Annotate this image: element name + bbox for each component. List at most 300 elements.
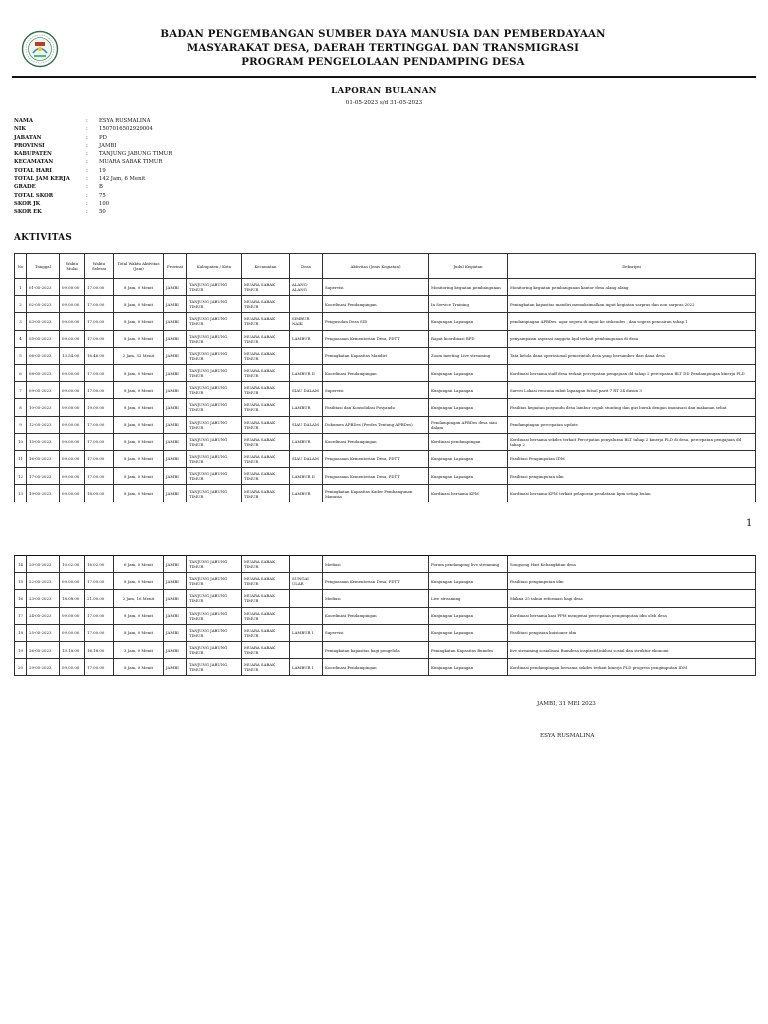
table-cell: LAMBUR xyxy=(290,330,323,347)
profile-label: NIK xyxy=(14,126,26,133)
table-cell: LAMBUR II xyxy=(290,468,323,485)
table-cell: MUARA SABAK TIMUR xyxy=(242,641,290,658)
table-cell: Peningkatan Kapasitas Kader Pembangunan Manusia xyxy=(323,485,429,502)
table-cell: Supervisi xyxy=(323,624,429,641)
table-cell: JAMBI xyxy=(164,279,187,296)
table-cell: SIAU DALAM xyxy=(290,416,323,433)
table-cell: Live streaming xyxy=(429,590,508,607)
column-header: Provinsi xyxy=(164,254,187,279)
profile-sep: : xyxy=(86,176,88,183)
table-cell: JAMBI xyxy=(164,485,187,502)
profile-sep: : xyxy=(86,209,88,216)
table-cell: Koordinasi Pendampingan xyxy=(323,364,429,381)
table-cell: 16 xyxy=(15,590,27,607)
table-cell: Koordinasi Pendampingan xyxy=(323,607,429,624)
profile-sep: : xyxy=(86,167,88,174)
table-cell: Fasilitasi pengimputan idm xyxy=(508,573,756,590)
table-cell: Supervisi xyxy=(323,279,429,296)
table-cell: Zoom meeting Live streaming xyxy=(429,347,508,364)
profile-sep: : xyxy=(86,192,88,199)
table-cell: 13.18.00 xyxy=(60,641,85,658)
profile-label: NAMA xyxy=(14,118,33,124)
table-cell: 19 xyxy=(15,641,27,658)
profile-label: TOTAL SKOR xyxy=(14,192,54,199)
table-cell: 8 Jam, 0 Menit xyxy=(114,279,164,296)
table-cell: 17.00.00 xyxy=(85,296,114,313)
profile-value: 142 Jam, 6 Menit xyxy=(99,176,146,183)
table-cell: Kordinasi bersama KPM xyxy=(429,485,508,502)
table-cell: Rapat koordinasi BPD xyxy=(429,330,508,347)
table-header-row xyxy=(15,254,756,279)
table-cell: 17.00.00 xyxy=(85,279,114,296)
column-header: Waktu Mulai xyxy=(60,254,85,279)
table-row xyxy=(15,590,756,607)
profile-sep: : xyxy=(86,200,88,207)
table-cell: MUARA SABAK TIMUR xyxy=(242,590,290,607)
table-cell: 17.00.00 xyxy=(85,416,114,433)
table-cell: Penguasaan Kementerian Desa, PDTT xyxy=(323,450,429,467)
profile-row xyxy=(14,125,172,133)
profile-label: JABATAN xyxy=(14,134,42,141)
page-number: 1 xyxy=(746,518,753,529)
table-cell: TANJUNG JABUNG TIMUR xyxy=(187,641,242,658)
profile-label: PROVINSI xyxy=(14,142,45,149)
table-cell: TANJUNG JABUNG TIMUR xyxy=(187,399,242,416)
table-row xyxy=(15,433,756,450)
table-cell: Kunjungan Lapangan xyxy=(429,659,508,676)
table-cell: Peningkatan Kapasitas Mandiri xyxy=(323,347,429,364)
table-cell: TANJUNG JABUNG TIMUR xyxy=(187,433,242,450)
table-cell: 17-05-2023 xyxy=(27,468,60,485)
table-cell: 17.00.00 xyxy=(85,573,114,590)
table-cell: LAMBUR I xyxy=(290,659,323,676)
table-cell: JAMBI xyxy=(164,607,187,624)
table-cell: live streaming sosialisasi Bumdesa inspiratif,inklusi sosial dan struktur ekonomi xyxy=(508,641,756,658)
table-cell: 09.00.00 xyxy=(60,364,85,381)
profile-sep: : xyxy=(86,126,88,133)
table-cell: 09.00.00 xyxy=(60,296,85,313)
table-cell: 6 Jam, 0 Menit xyxy=(114,556,164,573)
table-cell: 23-05-2023 xyxy=(27,590,60,607)
profile-sep: : xyxy=(86,184,88,191)
table-cell: penyampaian aspirasi anggota bpd terkait pembangunan di desa xyxy=(508,330,756,347)
table-cell: 08-05-2023 xyxy=(27,364,60,381)
table-cell: TANJUNG JABUNG TIMUR xyxy=(187,347,242,364)
table-cell xyxy=(290,590,323,607)
table-cell: Pengusulan Desa SID xyxy=(323,313,429,330)
table-cell: Monitoring kegiatan pembangunan xyxy=(429,279,508,296)
column-header: Waktu Selesai xyxy=(85,254,114,279)
table-cell: 22-05-2023 xyxy=(27,573,60,590)
table-cell: Kordinasi bersama KPM terkait pelaporan pendataan kpm setiap bulan xyxy=(508,485,756,502)
table-cell: Kunjungan Lapangan xyxy=(429,364,508,381)
table-cell: 17 xyxy=(15,607,27,624)
profile-value: TANJUNG JABUNG TIMUR xyxy=(99,151,173,158)
table-cell: 19.00.00 xyxy=(85,399,114,416)
table-cell: JAMBI xyxy=(164,296,187,313)
table-cell: TANJUNG JABUNG TIMUR xyxy=(187,296,242,313)
table-cell: Kunjungan Lapangan xyxy=(429,313,508,330)
table-cell: JAMBI xyxy=(164,450,187,467)
profile-row xyxy=(14,117,172,125)
table-cell: Peningkatan kapasitas bagi pengelola xyxy=(323,641,429,658)
table-cell: Kunjungan Lapangan xyxy=(429,399,508,416)
profile-label: SKOR JK xyxy=(14,200,41,207)
table-cell: 06-05-2023 xyxy=(27,347,60,364)
profile-value: MUARA SABAK TIMUR xyxy=(99,159,163,166)
table-cell: 16.46.00 xyxy=(85,347,114,364)
table-row xyxy=(15,313,756,330)
table-cell: Tata kelola dana operasional pemerintah desa yang bersumber dari dana desa xyxy=(508,347,756,364)
table-cell: 09.00.00 xyxy=(60,624,85,641)
table-cell: Songsong Hari Kebangkitan desa xyxy=(508,556,756,573)
table-cell: Penguasaan Kementerian Desa, PDTT xyxy=(323,573,429,590)
table-cell: 8 Jam, 0 Menit xyxy=(114,296,164,313)
table-cell: 11 xyxy=(15,450,27,467)
table-cell: TANJUNG JABUNG TIMUR xyxy=(187,556,242,573)
table-cell: 02-05-2023 xyxy=(27,296,60,313)
table-cell: LAMBUR xyxy=(290,433,323,450)
table-row xyxy=(15,330,756,347)
table-cell: 20-05-2023 xyxy=(27,556,60,573)
table-cell: Koordinasi Pendampingan xyxy=(323,296,429,313)
table-cell: 3 Jam, 0 Menit xyxy=(114,641,164,658)
table-cell: JAMBI xyxy=(164,416,187,433)
column-header: Aktivitas (Jenis Kegiatan) xyxy=(323,254,429,279)
profile-row xyxy=(14,208,172,216)
table-cell: 13.54.00 xyxy=(60,347,85,364)
profile-value: PD xyxy=(99,134,107,141)
table-cell: JAMBI xyxy=(164,364,187,381)
column-header: Kabupaten / Kota xyxy=(187,254,242,279)
table-cell: Kunjungan Lapangan xyxy=(429,450,508,467)
table-cell: Pendampingan APBDes desa siau dalam xyxy=(429,416,508,433)
table-cell: 8 Jam, 0 Menit xyxy=(114,607,164,624)
table-cell: Fasilitas kegiatan posyandu desa lambur cegah stunting dan gizi buruk dengan imunisasi dan makanan sehat xyxy=(508,399,756,416)
report-header xyxy=(120,27,646,69)
table-cell: 16.02.00 xyxy=(85,556,114,573)
table-cell: 09.00.00 xyxy=(60,416,85,433)
table-cell: 15 xyxy=(15,573,27,590)
header-divider xyxy=(12,76,756,78)
table-cell: MUARA SABAK TIMUR xyxy=(242,313,290,330)
profile-label: KECAMATAN xyxy=(14,159,54,166)
table-cell: TANJUNG JABUNG TIMUR xyxy=(187,607,242,624)
table-cell: 26-05-2023 xyxy=(27,641,60,658)
column-header: No xyxy=(15,254,27,279)
column-header: Desa xyxy=(290,254,323,279)
table-row xyxy=(15,279,756,296)
column-header: Judul Kegiatan xyxy=(429,254,508,279)
table-cell: 8 Jam, 0 Menit xyxy=(114,416,164,433)
table-cell: 17.00.00 xyxy=(85,624,114,641)
profile-label: GRADE xyxy=(14,184,36,191)
table-cell: 01-05-2023 xyxy=(27,279,60,296)
table-cell: Mediasi xyxy=(323,556,429,573)
table-cell: 8 Jam, 0 Menit xyxy=(114,399,164,416)
table-cell: Pendampingan percepatan update xyxy=(508,416,756,433)
table-row xyxy=(15,416,756,433)
table-cell: 2 Jam, 52 Menit xyxy=(114,347,164,364)
table-cell: TANJUNG JABUNG TIMUR xyxy=(187,330,242,347)
table-cell: MUARA SABAK TIMUR xyxy=(242,450,290,467)
table-cell: Peningkatan Kapasitas Bumdes xyxy=(429,641,508,658)
table-cell: 6 xyxy=(15,364,27,381)
profile-row xyxy=(14,183,172,191)
table-cell: 25-05-2023 xyxy=(27,624,60,641)
table-row xyxy=(15,364,756,381)
column-header: Deksripsi xyxy=(508,254,756,279)
table-cell: 09.00.00 xyxy=(60,659,85,676)
table-row xyxy=(15,450,756,467)
table-cell: MUARA SABAK TIMUR xyxy=(242,624,290,641)
table-cell: 8 Jam, 0 Menit xyxy=(114,433,164,450)
table-cell: 8 Jam, 0 Menit xyxy=(114,364,164,381)
table-cell: JAMBI xyxy=(164,590,187,607)
table-cell: Kunjungan Lapangan xyxy=(429,607,508,624)
table-cell: 17.00.00 xyxy=(85,468,114,485)
table-cell: 10-05-2023 xyxy=(27,399,60,416)
table-row xyxy=(15,556,756,573)
table-cell: 09.00.00 xyxy=(60,485,85,502)
table-cell: JAMBI xyxy=(164,313,187,330)
column-header: Tanggal xyxy=(27,254,60,279)
table-cell: 8 Jam, 0 Menit xyxy=(114,485,164,502)
table-cell: MUARA SABAK TIMUR xyxy=(242,607,290,624)
table-cell: In Service Training xyxy=(429,296,508,313)
table-cell: 19-05-2023 xyxy=(27,485,60,502)
table-cell: 09-05-2023 xyxy=(27,382,60,399)
table-cell: 09.00.00 xyxy=(60,433,85,450)
table-cell: JAMBI xyxy=(164,556,187,573)
table-cell: 05-05-2023 xyxy=(27,330,60,347)
table-cell: 8 Jam, 0 Menit xyxy=(114,659,164,676)
table-cell: 18.00.00 xyxy=(85,485,114,502)
profile-label: KABUPATEN xyxy=(14,151,52,158)
profile-value: 100 xyxy=(99,200,110,207)
table-cell: 09.00.00 xyxy=(60,399,85,416)
table-cell: MUARA SABAK TIMUR xyxy=(242,364,290,381)
table-cell: 13 xyxy=(15,485,27,502)
table-cell: Koordinasi Pendampingan xyxy=(323,433,429,450)
table-cell: Peningkatan kapasitas mandiri memaksimalkan input kegiatan sarpras dan non sarpras 2022 xyxy=(508,296,756,313)
profile-value: 19 xyxy=(99,167,106,174)
table-cell: 17.00.00 xyxy=(85,382,114,399)
table-cell: 8 Jam, 0 Menit xyxy=(114,313,164,330)
table-row xyxy=(15,296,756,313)
table-cell: 12-05-2023 xyxy=(27,416,60,433)
table-cell: MUARA SABAK TIMUR xyxy=(242,659,290,676)
table-cell: 4 xyxy=(15,330,27,347)
table-cell: 09.00.00 xyxy=(60,468,85,485)
table-cell: 7 xyxy=(15,382,27,399)
table-cell: Fasilitasi Pengimputan IDM xyxy=(508,450,756,467)
table-cell: Kordinasi pendampingan bersama sekdes terkait kinerja PLD progress pengimputan IDM xyxy=(508,659,756,676)
table-cell: 14 xyxy=(15,556,27,573)
table-cell: Kunjungan Lapangan xyxy=(429,382,508,399)
table-cell: Penguasaan Kementerian Desa, PDTT xyxy=(323,468,429,485)
table-cell: 8 Jam, 0 Menit xyxy=(114,624,164,641)
table-cell: TANJUNG JABUNG TIMUR xyxy=(187,364,242,381)
report-title: LAPORAN BULANAN xyxy=(331,86,437,96)
table-row xyxy=(15,382,756,399)
table-cell: Fasilitasi dan Konsolidasi Posyandu xyxy=(323,399,429,416)
table-cell: Makna 25 tahun reformasi bagi desa xyxy=(508,590,756,607)
profile-row xyxy=(14,134,172,142)
profile-value: 1507016502929004 xyxy=(99,126,153,133)
table-row xyxy=(15,624,756,641)
table-cell xyxy=(290,556,323,573)
table-cell: 03-05-2023 xyxy=(27,313,60,330)
table-cell: ALANG-ALANG xyxy=(290,279,323,296)
table-cell: TANJUNG JABUNG TIMUR xyxy=(187,590,242,607)
table-cell: MUARA SABAK TIMUR xyxy=(242,433,290,450)
table-cell: MUARA SABAK TIMUR xyxy=(242,330,290,347)
table-cell: 17.00.00 xyxy=(85,330,114,347)
table-cell: MUARA SABAK TIMUR xyxy=(242,485,290,502)
table-cell: SUNGAI ULAR xyxy=(290,573,323,590)
profile-label: TOTAL JAM KERJA xyxy=(14,176,70,183)
table-cell: MUARA SABAK TIMUR xyxy=(242,279,290,296)
profile-row xyxy=(14,200,172,208)
table-cell: Kordinasi pendampingan xyxy=(429,433,508,450)
table-row xyxy=(15,573,756,590)
table-cell: MUARA SABAK TIMUR xyxy=(242,399,290,416)
table-cell: 09.00.00 xyxy=(60,330,85,347)
table-cell: 17.00.00 xyxy=(85,607,114,624)
table-cell: TANJUNG JABUNG TIMUR xyxy=(187,279,242,296)
table-cell: 16.18.00 xyxy=(85,641,114,658)
profile-value: JAMBI xyxy=(99,142,117,149)
table-cell: SIMBUR NAIK xyxy=(290,313,323,330)
profile-row xyxy=(14,158,172,166)
table-cell: JAMBI xyxy=(164,330,187,347)
table-cell: 2 xyxy=(15,296,27,313)
signer-name: ESYA RUSMALINA xyxy=(540,733,595,739)
profile-row xyxy=(14,175,172,183)
table-cell: 5 xyxy=(15,347,27,364)
activity-table xyxy=(14,253,756,502)
table-cell: JAMBI xyxy=(164,347,187,364)
profile-info xyxy=(14,117,172,217)
profile-row xyxy=(14,192,172,200)
profile-row xyxy=(14,150,172,158)
table-cell: 12 xyxy=(15,468,27,485)
table-cell: 09.00.00 xyxy=(60,382,85,399)
header-line-2: MASYARAKAT DESA, DAERAH TERTINGGAL DAN TRANSMIGRASI xyxy=(186,42,580,54)
table-cell: Fasilitasi pengisian kuisioner idm xyxy=(508,624,756,641)
table-cell xyxy=(290,641,323,658)
table-cell: 2 Jam, 16 Menit xyxy=(114,590,164,607)
table-cell: JAMBI xyxy=(164,573,187,590)
table-cell: Monitoring kegiatan pembangunan kantor desa alang alang xyxy=(508,279,756,296)
table-cell xyxy=(290,607,323,624)
profile-row xyxy=(14,142,172,150)
table-cell: 20 xyxy=(15,659,27,676)
profile-label: SKOR EK xyxy=(14,209,42,216)
table-cell: 09.00.00 xyxy=(60,279,85,296)
table-cell xyxy=(290,347,323,364)
table-cell: 29-05-2023 xyxy=(27,659,60,676)
table-cell: 09.00.00 xyxy=(60,313,85,330)
table-cell: TANJUNG JABUNG TIMUR xyxy=(187,485,242,502)
table-cell: 09.00.00 xyxy=(60,573,85,590)
profile-value: 50 xyxy=(99,209,106,216)
table-cell: Supervisi xyxy=(323,382,429,399)
table-cell: 17.00.00 xyxy=(85,364,114,381)
table-cell: MUARA SABAK TIMUR xyxy=(242,573,290,590)
header-line-3: PROGRAM PENGELOLAAN PENDAMPING DESA xyxy=(241,56,525,68)
section-title: AKTIVITAS xyxy=(14,233,73,243)
table-cell: TANJUNG JABUNG TIMUR xyxy=(187,468,242,485)
table-row xyxy=(15,607,756,624)
table-cell: Kordinasi bersama kasi PPM mengenai percepatan pengimputan idm oleh desa xyxy=(508,607,756,624)
table-cell: MUARA SABAK TIMUR xyxy=(242,347,290,364)
table-row xyxy=(15,485,756,502)
table-cell: SIAU DALAM xyxy=(290,450,323,467)
table-cell: LAMBUR xyxy=(290,485,323,502)
header-line-1: BADAN PENGEMBANGAN SUMBER DAYA MANUSIA DAN PEMBERDAYAAN xyxy=(160,28,606,40)
table-cell: Kunjungan Lapangan xyxy=(429,573,508,590)
table-cell: 09.00.00 xyxy=(60,607,85,624)
profile-sep: : xyxy=(86,159,88,166)
table-cell: Dokumen APBDes (Perdes Tentang APBDes) xyxy=(323,416,429,433)
profile-sep: : xyxy=(86,151,88,158)
report-period: 01-05-2023 s/d 31-05-2023 xyxy=(345,100,423,106)
place-date: JAMBI, 31 MEI 2023 xyxy=(537,701,596,707)
column-header: Total Waktu Aktivitas (Jam) xyxy=(114,254,164,279)
table-cell: 17.00.00 xyxy=(85,313,114,330)
table-cell: TANJUNG JABUNG TIMUR xyxy=(187,573,242,590)
table-cell: Kordinasi bersama sekdes terkait Percepatan penyaluran BLT tahap 2 kinerja PLD di desa, percepatan pengajuan dd tahap 2 xyxy=(508,433,756,450)
table-cell: Kunjungan Lapangan xyxy=(429,624,508,641)
table-row xyxy=(15,399,756,416)
profile-value: 75 xyxy=(99,192,106,199)
table-cell: Forum pendamping live streaming xyxy=(429,556,508,573)
table-cell: MUARA SABAK TIMUR xyxy=(242,296,290,313)
table-cell: JAMBI xyxy=(164,433,187,450)
table-cell: JAMBI xyxy=(164,399,187,416)
table-cell: 10 xyxy=(15,433,27,450)
table-cell: Mediasi xyxy=(323,590,429,607)
table-cell: 24-05-2023 xyxy=(27,607,60,624)
table-cell: pendampingan APBDes. agar segera di input ke siskeudes , dan segera pencairan tahap 1 xyxy=(508,313,756,330)
table-cell: MUARA SABAK TIMUR xyxy=(242,382,290,399)
table-cell: Koordinasi Pendampingan xyxy=(323,659,429,676)
table-cell: 17.00.00 xyxy=(85,659,114,676)
profile-value: ESYA RUSMALINA xyxy=(99,118,151,124)
table-cell: 9 xyxy=(15,416,27,433)
table-cell: MUARA SABAK TIMUR xyxy=(242,416,290,433)
table-cell: 8 Jam, 0 Menit xyxy=(114,450,164,467)
table-cell: MUARA SABAK TIMUR xyxy=(242,556,290,573)
ministry-logo-icon xyxy=(21,30,59,68)
table-cell: 8 Jam, 0 Menit xyxy=(114,573,164,590)
table-cell: SIAU DALAM xyxy=(290,382,323,399)
table-row xyxy=(15,641,756,658)
table-cell: Survei Lokasi rencana rabat lapangan futsal parit 7 RT 24 dusun 3 xyxy=(508,382,756,399)
table-cell: JAMBI xyxy=(164,659,187,676)
table-cell: JAMBI xyxy=(164,624,187,641)
table-row xyxy=(15,468,756,485)
table-cell: JAMBI xyxy=(164,382,187,399)
table-row xyxy=(15,659,756,676)
activity-table-continued xyxy=(14,555,756,676)
profile-value: B xyxy=(99,184,103,191)
table-cell: 17.00.00 xyxy=(85,433,114,450)
table-cell: TANJUNG JABUNG TIMUR xyxy=(187,624,242,641)
table-cell: LAMBUR xyxy=(290,399,323,416)
